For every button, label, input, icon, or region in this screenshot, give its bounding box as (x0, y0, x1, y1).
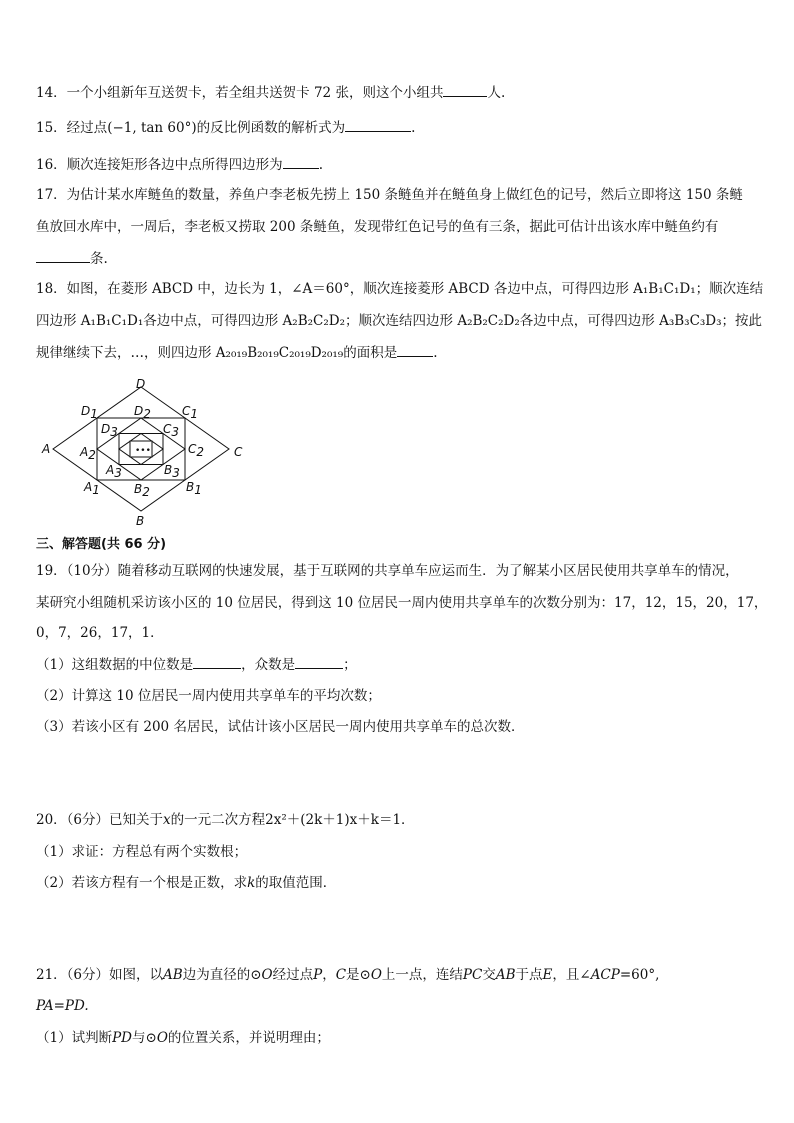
q20-var-k: k (247, 875, 256, 891)
q18-line3: 规律继续下去，…，则四边形 A₂₀₁₉B₂₀₁₉C₂₀₁₉D₂₀₁₉的面积是 (36, 345, 398, 361)
q15-end: . (411, 120, 416, 136)
q19-p1a: （1）这组数据的中位数是 (36, 657, 194, 673)
q21-E: E (542, 967, 553, 983)
q21-p1b: 与⊙ (132, 1030, 157, 1046)
question-19-part-1 (36, 654, 357, 675)
label-B1: B1 (186, 480, 202, 497)
answer-blank (443, 82, 487, 97)
q20-equation: 2x²＋(2k＋1)x＋k＝1 (265, 812, 402, 828)
q15-prefix: 15．经过点 (36, 120, 108, 136)
q21-PD: PD (112, 1030, 133, 1046)
continuation-dots: ••• (135, 446, 151, 456)
q21-t1: 21．（6分）如图，以 (36, 967, 164, 983)
q15-suffix: 的反比例函数的解析式为 (196, 120, 346, 136)
label-D: D (136, 377, 146, 391)
q20-text-a: 20．（6分）已知关于 (36, 812, 164, 828)
label-B3: B3 (164, 463, 180, 480)
q21-t4: 是⊙ (346, 967, 371, 983)
label-B2: B2 (134, 482, 150, 499)
answer-blank (397, 342, 433, 357)
q21-O: O (261, 967, 273, 983)
q21-ACP: ACP (590, 967, 620, 983)
question-19-line-3: 0，7，26，17，1． (36, 625, 164, 641)
question-14 (36, 82, 505, 103)
label-C1: C1 (182, 404, 199, 421)
label-A3: A3 (106, 463, 122, 480)
question-19-line-1: 19．（10分）随着移动互联网的快速发展，基于互联网的共享单车应运而生．为了解某小区居民使用共享单车的情况， (36, 563, 739, 579)
label-D2: D2 (134, 404, 151, 421)
q21-t6: 于点 (515, 967, 543, 983)
answer-blank (36, 248, 90, 263)
question-20-part-1: （1）求证：方程总有两个实数根； (36, 844, 248, 860)
q20-text-b: 的一元二次方程 (170, 812, 266, 828)
answer-blank (283, 154, 319, 169)
label-C: C (234, 445, 243, 459)
label-D3: D3 (101, 422, 118, 439)
q16-text: 16．顺次连接矩形各边中点所得四边形为 (36, 157, 283, 173)
question-18-line-2: 四边形 A₁B₁C₁D₁各边中点，可得四边形 A₂B₂C₂D₂；顺次连结四边形 A₂B₂C₂D₂各边中点，可得四边形 A₃B₃C₃D₃；按此 (36, 313, 763, 329)
answer-blank (295, 654, 343, 669)
answer-blank (345, 117, 411, 132)
q18-end: . (433, 345, 438, 361)
q21-t5: 上一点，连结 (381, 967, 463, 983)
q19-p1c: ； (343, 657, 357, 673)
question-19-part-3: （3）若该小区有 200 名居民，试估计该小区居民一周内使用共享单车的总次数． (36, 719, 525, 735)
q20-p2a: （2）若该方程有一个根是正数，求 (36, 875, 248, 891)
question-17-line-3 (36, 248, 108, 269)
label-D1: D1 (81, 404, 98, 421)
question-19-line-2: 某研究小组随机采访该小区的 10 位居民，得到这 10 位居民一周内使用共享单车的次数分别为：17，12，15，20，17， (36, 595, 768, 611)
q21-p1a: （1）试判断 (36, 1030, 113, 1046)
question-19-part-2: （2）计算这 10 位居民一周内使用共享单车的平均次数； (36, 688, 381, 704)
q21-angle: =60°, (619, 967, 660, 983)
label-B: B (136, 514, 145, 528)
question-18-line-1: 18．如图，在菱形 ABCD 中，边长为 1，∠A＝60°，顺次连接菱形 ABCD 各边中点，可得四边形 A₁B₁C₁D₁；顺次连结 (36, 281, 764, 297)
question-21-line-2 (36, 996, 89, 1016)
q14-text: 14．一个小组新年互送贺卡，若全组共送贺卡 72 张，则这个小组共 (36, 85, 444, 101)
q20-var-x: x (163, 812, 171, 828)
question-17-line-1: 17．为估计某水库鲢鱼的数量，养鱼户李老板先捞上 150 条鲢鱼并在鲢鱼身上做红色的记号，然后立即将这 150 条鲢 (36, 187, 743, 203)
q21-PA-PD: PA=PD. (36, 998, 89, 1014)
q14-tail: 人. (487, 85, 506, 101)
q21-P: P (313, 967, 323, 983)
q21-AB: AB (163, 967, 183, 983)
q15-point: (−1, tan 60°) (107, 120, 197, 136)
q20-text-c: ． (401, 812, 415, 828)
question-21-line-1 (36, 965, 659, 985)
question-16 (36, 154, 323, 175)
q21-PC: PC (462, 967, 483, 983)
q19-p1b: ，众数是 (241, 657, 296, 673)
question-17-line-2: 鱼放回水库中，一周后，李老板又捞取 200 条鲢鱼，发现带红色记号的鱼有三条，据此可估计出该水库中鲢鱼约有 (36, 219, 719, 235)
rhombus-figure (36, 373, 256, 533)
q21-O3: O (156, 1030, 168, 1046)
label-A1: A1 (84, 480, 100, 497)
q21-p1c: 的位置关系，并说明理由； (167, 1030, 330, 1046)
q21-t3: 经过点 (272, 967, 314, 983)
q20-p2b: 的取值范围． (255, 875, 337, 891)
question-15 (36, 117, 415, 138)
question-20-line-1 (36, 810, 415, 830)
q21-t7: ，且∠ (552, 967, 591, 983)
question-21-part-1 (36, 1028, 330, 1048)
q16-end: . (318, 157, 323, 173)
q21-jiao: 交 (482, 967, 496, 983)
q21-AB2: AB (495, 967, 516, 983)
q17-tail: 条. (90, 251, 108, 267)
label-A: A (42, 442, 51, 456)
q21-C: C (335, 967, 347, 983)
q21-O2: O (370, 967, 382, 983)
answer-blank (193, 654, 241, 669)
q21-comma: ， (322, 967, 336, 983)
section-3-title: 三、解答题(共 66 分) (36, 537, 167, 552)
q21-t2: 边为直径的⊙ (182, 967, 262, 983)
label-C3: C3 (163, 422, 180, 439)
question-18-line-3 (36, 342, 438, 363)
label-C2: C2 (188, 442, 205, 459)
label-A2: A2 (80, 445, 96, 462)
question-20-part-2 (36, 873, 336, 893)
